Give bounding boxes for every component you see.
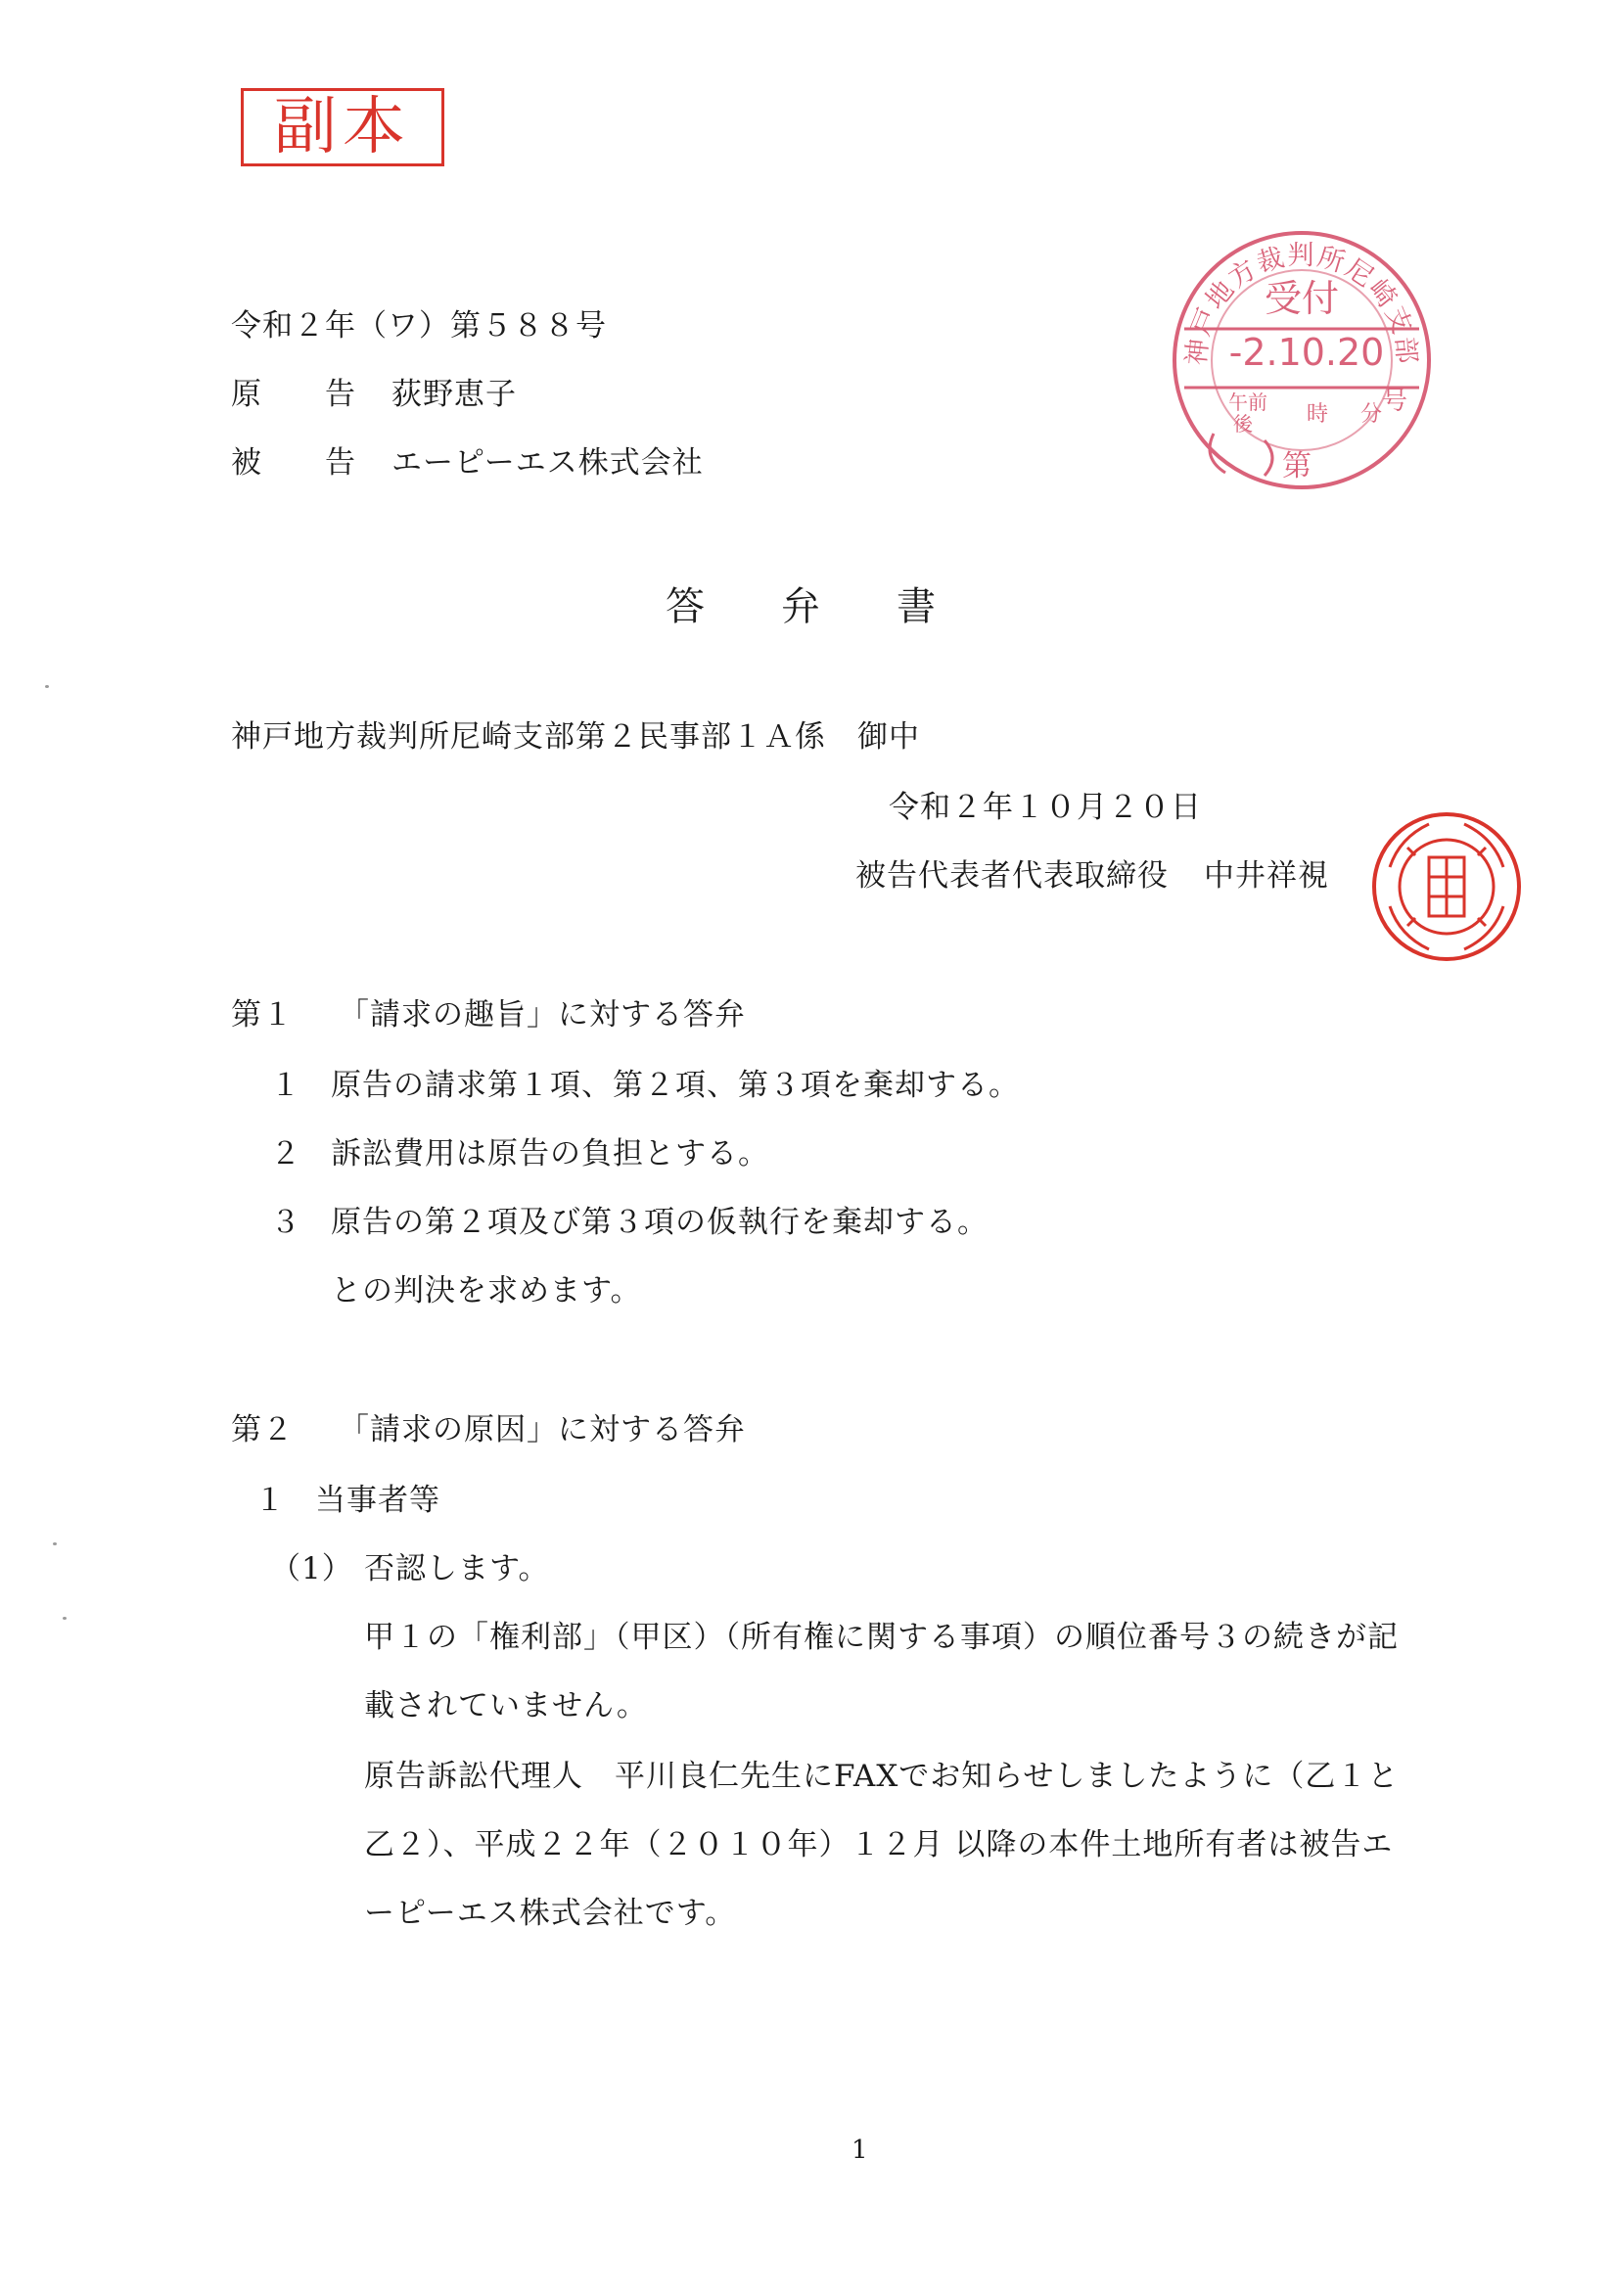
case-number: 令和２年（ワ）第５８８号 xyxy=(231,308,607,344)
item-number: （1） xyxy=(270,1551,353,1586)
receipt-stamp-label: 受付 xyxy=(1264,277,1340,320)
signer xyxy=(855,858,1329,894)
list-item-text: 原告の請求第１項、第２項、第３項を棄却する。 xyxy=(331,1068,1020,1103)
list-item xyxy=(270,1068,1020,1103)
list-item xyxy=(270,1205,989,1240)
receipt-stamp-pm: 後 xyxy=(1233,412,1253,436)
company-seal xyxy=(1368,808,1525,965)
receipt-stamp-number-prefix: 第 xyxy=(1282,449,1312,483)
receipt-stamp-am: 午前 xyxy=(1228,390,1267,414)
document-title xyxy=(666,575,1012,631)
item-text: 否認します。 xyxy=(364,1551,550,1586)
receipt-stamp-number-suffix: 号 xyxy=(1382,387,1408,416)
addressee: 神戸地方裁判所尼崎支部第２民事部１Ａ係 御中 xyxy=(231,719,920,755)
section2-subheading xyxy=(254,1483,440,1518)
list-item-number: ２ xyxy=(270,1136,301,1171)
scan-speck xyxy=(45,685,49,688)
section2-item xyxy=(270,1551,550,1586)
plaintiff-name: 荻野恵子 xyxy=(391,377,517,412)
defendant-name: エーピーエス株式会社 xyxy=(391,445,704,481)
defendant-row xyxy=(231,445,704,481)
paragraph-line: 乙２）、平成２２年（２０１０年）１２月 以降の本件土地所有者は被告エ xyxy=(364,1827,1394,1862)
section1-title: 「請求の趣旨」に対する答弁 xyxy=(339,997,746,1033)
section1-heading xyxy=(231,997,746,1033)
subheading-number: １ xyxy=(254,1483,286,1518)
scan-speck xyxy=(53,1542,57,1545)
receipt-stamp xyxy=(1155,213,1449,507)
plaintiff-row xyxy=(231,377,517,412)
receipt-stamp-date: -2.10.20 xyxy=(1228,331,1385,374)
page-number: 1 xyxy=(852,2135,868,2165)
title-char: 弁 xyxy=(781,584,820,629)
signer-name: 中井祥視 xyxy=(1204,858,1329,894)
receipt-stamp-hour: 時 xyxy=(1307,402,1329,427)
section2-number: 第２ xyxy=(231,1412,294,1447)
list-item-text: 訴訟費用は原告の負担とする。 xyxy=(331,1136,769,1171)
list-item-number: １ xyxy=(270,1068,301,1103)
paragraph-line: 甲１の「権利部」（甲区）（所有権に関する事項）の順位番号３の続きが記 xyxy=(364,1620,1399,1655)
scan-speck xyxy=(63,1617,67,1620)
title-char: 答 xyxy=(666,584,705,629)
subheading-text: 当事者等 xyxy=(315,1483,440,1518)
paragraph-line: 載されていません。 xyxy=(364,1688,648,1723)
paragraph-line: 原告訴訟代理人 平川良仁先生にFAXでお知らせしましたように（乙１と xyxy=(364,1759,1400,1794)
section2-title: 「請求の原因」に対する答弁 xyxy=(339,1412,746,1447)
section1-conclusion: との判決を求めます。 xyxy=(331,1273,642,1309)
list-item-text: 原告の第２項及び第３項の仮執行を棄却する。 xyxy=(331,1205,989,1240)
receipt-stamp-minute: 分 xyxy=(1360,402,1383,427)
copy-stamp: 副本 xyxy=(241,88,444,166)
section1-number: 第１ xyxy=(231,997,294,1033)
receipt-stamp-court: 神戸地方裁判所尼崎支部 xyxy=(1181,241,1422,367)
paragraph-line: ーピーエス株式会社です。 xyxy=(364,1896,737,1931)
signer-title: 被告代表者代表取締役 xyxy=(855,858,1169,894)
list-item xyxy=(270,1136,769,1171)
title-char: 書 xyxy=(897,584,936,629)
list-item-number: ３ xyxy=(270,1205,301,1240)
plaintiff-label: 原 告 xyxy=(231,377,356,412)
defendant-label: 被 告 xyxy=(231,445,356,481)
section2-heading xyxy=(231,1412,746,1447)
document-date: 令和２年１０月２０日 xyxy=(889,790,1202,825)
